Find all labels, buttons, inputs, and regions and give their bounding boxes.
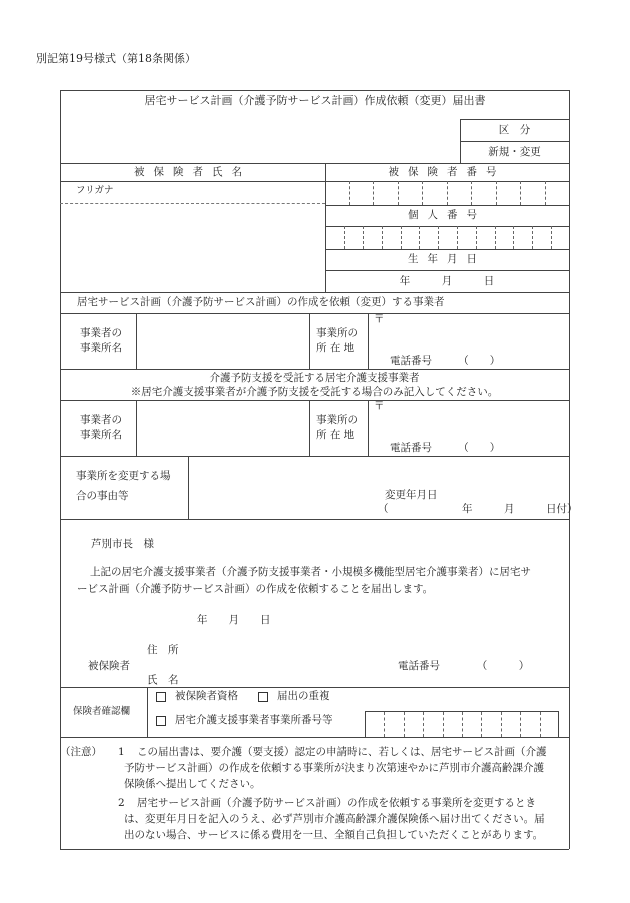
note-1-line-1: この届出書は、要介護（要支援）認定の申請時に、若しくは、居宅サービス計画（介護 [137,746,547,758]
pn-cell-1 [344,226,345,249]
name-label: 氏 名 [147,674,179,686]
kubun-mid [460,141,569,142]
furigana-label: フリガナ [76,185,114,196]
support-v1 [136,400,137,456]
address-label: 住 所 [147,644,179,656]
pn-cell-7 [457,226,458,249]
pn-cell-5 [419,226,420,249]
support-addr-label-2: 所 在 地 [316,429,355,441]
change-label-2: 合の事由等 [76,490,129,502]
note-1-line-2: 予防サービス計画）の作成を依頼する事業所が決まり次第速やかに芦別市介護高齢課介護 [124,762,544,774]
addressee: 芦別市長 様 [91,538,154,550]
note-2-number: 2 [118,797,125,809]
note-1-line-3: 保険係へ提出してください。 [124,778,261,790]
pnb-cell-8 [520,712,521,737]
provider-addr-label-2: 所 在 地 [316,342,355,354]
support-name-label-2: 事業所名 [80,429,122,441]
note-1-number: 1 [118,746,125,758]
check-duplicate-checkbox[interactable] [258,692,268,702]
provider-v3 [368,313,369,369]
pnb-cell-7 [501,712,502,737]
provider-addr-label-1: 事業所の [316,327,358,339]
insurer-check-label: 保険者確認欄 [73,706,131,717]
pnb-cell-4 [443,712,444,737]
frame-right [569,90,570,737]
notes-label: （注意） [60,746,102,758]
row-line-456 [60,456,569,457]
declaration-body-2: ービス計画（介護予防サービス計画）の作成を依頼することを届出します。 [77,583,434,595]
furigana-divider [60,203,325,204]
pn-cell-6 [438,226,439,249]
provider-postal: 〒 [374,313,385,325]
notes-frame-bottom [60,849,569,850]
note-2-line-2: は、変更年月日を記入のうえ、必ず芦別市介護高齢課介護保険係へ届け出てください。届 [124,813,545,825]
notes-frame-right [569,737,570,849]
pnb-cell-5 [462,712,463,737]
row-line-205 [325,205,569,206]
row-line-163 [60,163,569,164]
num-cell-9 [545,181,546,205]
row-line-369 [60,369,569,370]
kubun-value: 新規・変更 [488,146,541,158]
pn-cell-8 [476,226,477,249]
personal-number-label: 個人番号 [408,209,486,221]
kubun-top [460,119,569,120]
pn-cell-4 [401,226,402,249]
pn-cell-10 [513,226,514,249]
check-item-3: 居宅介護支援事業者事業所番号等 [175,714,333,726]
provider-v1 [136,313,137,369]
pnb-cell-1 [384,712,385,737]
insured-divider [325,163,326,292]
pn-cell-12 [551,226,552,249]
support-heading-2: ※居宅介護支援事業者が介護予防支援を受託する場合のみ記入してください。 [130,386,499,398]
row-line-181 [60,181,569,182]
note-2-line-1: 居宅サービス計画（介護予防サービス計画）の作成を依頼する事業所を変更するとき [137,797,536,809]
provider-name-label-2: 事業所名 [80,342,122,354]
pnb-cell-2 [404,712,405,737]
row-line-687 [60,687,569,688]
frame-top [60,90,569,91]
declaration-phone: 電話番号 （ ） [398,660,530,672]
declaration-date: 年 月 日 [197,614,271,626]
support-name-label-1: 事業者の [80,414,122,426]
change-label-1: 事業所を変更する場 [76,470,171,482]
support-phone: 電話番号 （ ） [390,442,501,454]
support-v3 [368,400,369,456]
num-cell-2 [373,181,374,205]
provider-name-label-1: 事業者の [80,327,122,339]
form-reference: 別記第19号様式（第18条関係） [36,52,196,65]
support-postal: 〒 [374,400,385,412]
num-cell-8 [520,181,521,205]
change-date-label: 変更年月日 [385,489,438,501]
row-line-249 [325,249,569,250]
notes-frame-left [60,737,61,849]
pnb-cell-9 [540,712,541,737]
check-item-2: 届出の重複 [277,690,330,702]
note-2-line-3: 出のない場合、サービスに係る費用を一旦、全額自己負担していただくことがあります。 [124,829,544,841]
provider-v2 [309,313,310,369]
pn-cell-3 [382,226,383,249]
support-heading-1: 介護予防支援を受託する居宅介護支援事業者 [209,372,420,384]
insured-number-label: 被保険者番号 [388,166,506,178]
support-addr-label-1: 事業所の [316,414,358,426]
pn-cell-9 [495,226,496,249]
support-v2 [309,400,310,456]
change-date-value: （ 年 月 日付） [378,503,578,515]
frame-bottom [60,737,569,738]
row-line-519 [60,519,569,520]
pn-cell-11 [532,226,533,249]
pnb-cell-6 [481,712,482,737]
num-cell-1 [349,181,350,205]
row-line-292 [60,292,569,293]
num-cell-7 [496,181,497,205]
row-line-270 [325,270,569,271]
insured-signer-label: 被保険者 [88,660,130,672]
frame-left [60,90,61,737]
num-cell-5 [447,181,448,205]
form-title: 居宅サービス計画（介護予防サービス計画）作成依頼（変更）届出書 [144,94,486,107]
change-divider [188,456,189,519]
num-cell-4 [422,181,423,205]
provider-heading: 居宅サービス計画（介護予防サービス計画）の作成を依頼（変更）する事業者 [77,296,445,308]
provider-phone: 電話番号 （ ） [390,355,501,367]
declaration-body-1: 上記の居宅介護支援事業者（介護予防支援事業者・小規模多機能型居宅介護事業者）に居宅サ [90,566,531,578]
check-item-1: 被保険者資格 [175,690,238,702]
birth-value: 年 月 日 [399,275,495,287]
check-insured-qualification-checkbox[interactable] [156,692,166,702]
num-cell-3 [398,181,399,205]
birth-label: 生年月日 [408,253,486,265]
pnb-cell-3 [423,712,424,737]
check-provider-number-checkbox[interactable] [156,716,166,726]
insured-name-label: 被保険者氏名 [134,166,251,178]
kubun-label: 区 分 [498,124,531,136]
pn-cell-2 [363,226,364,249]
num-cell-6 [471,181,472,205]
check-divider [147,687,148,737]
